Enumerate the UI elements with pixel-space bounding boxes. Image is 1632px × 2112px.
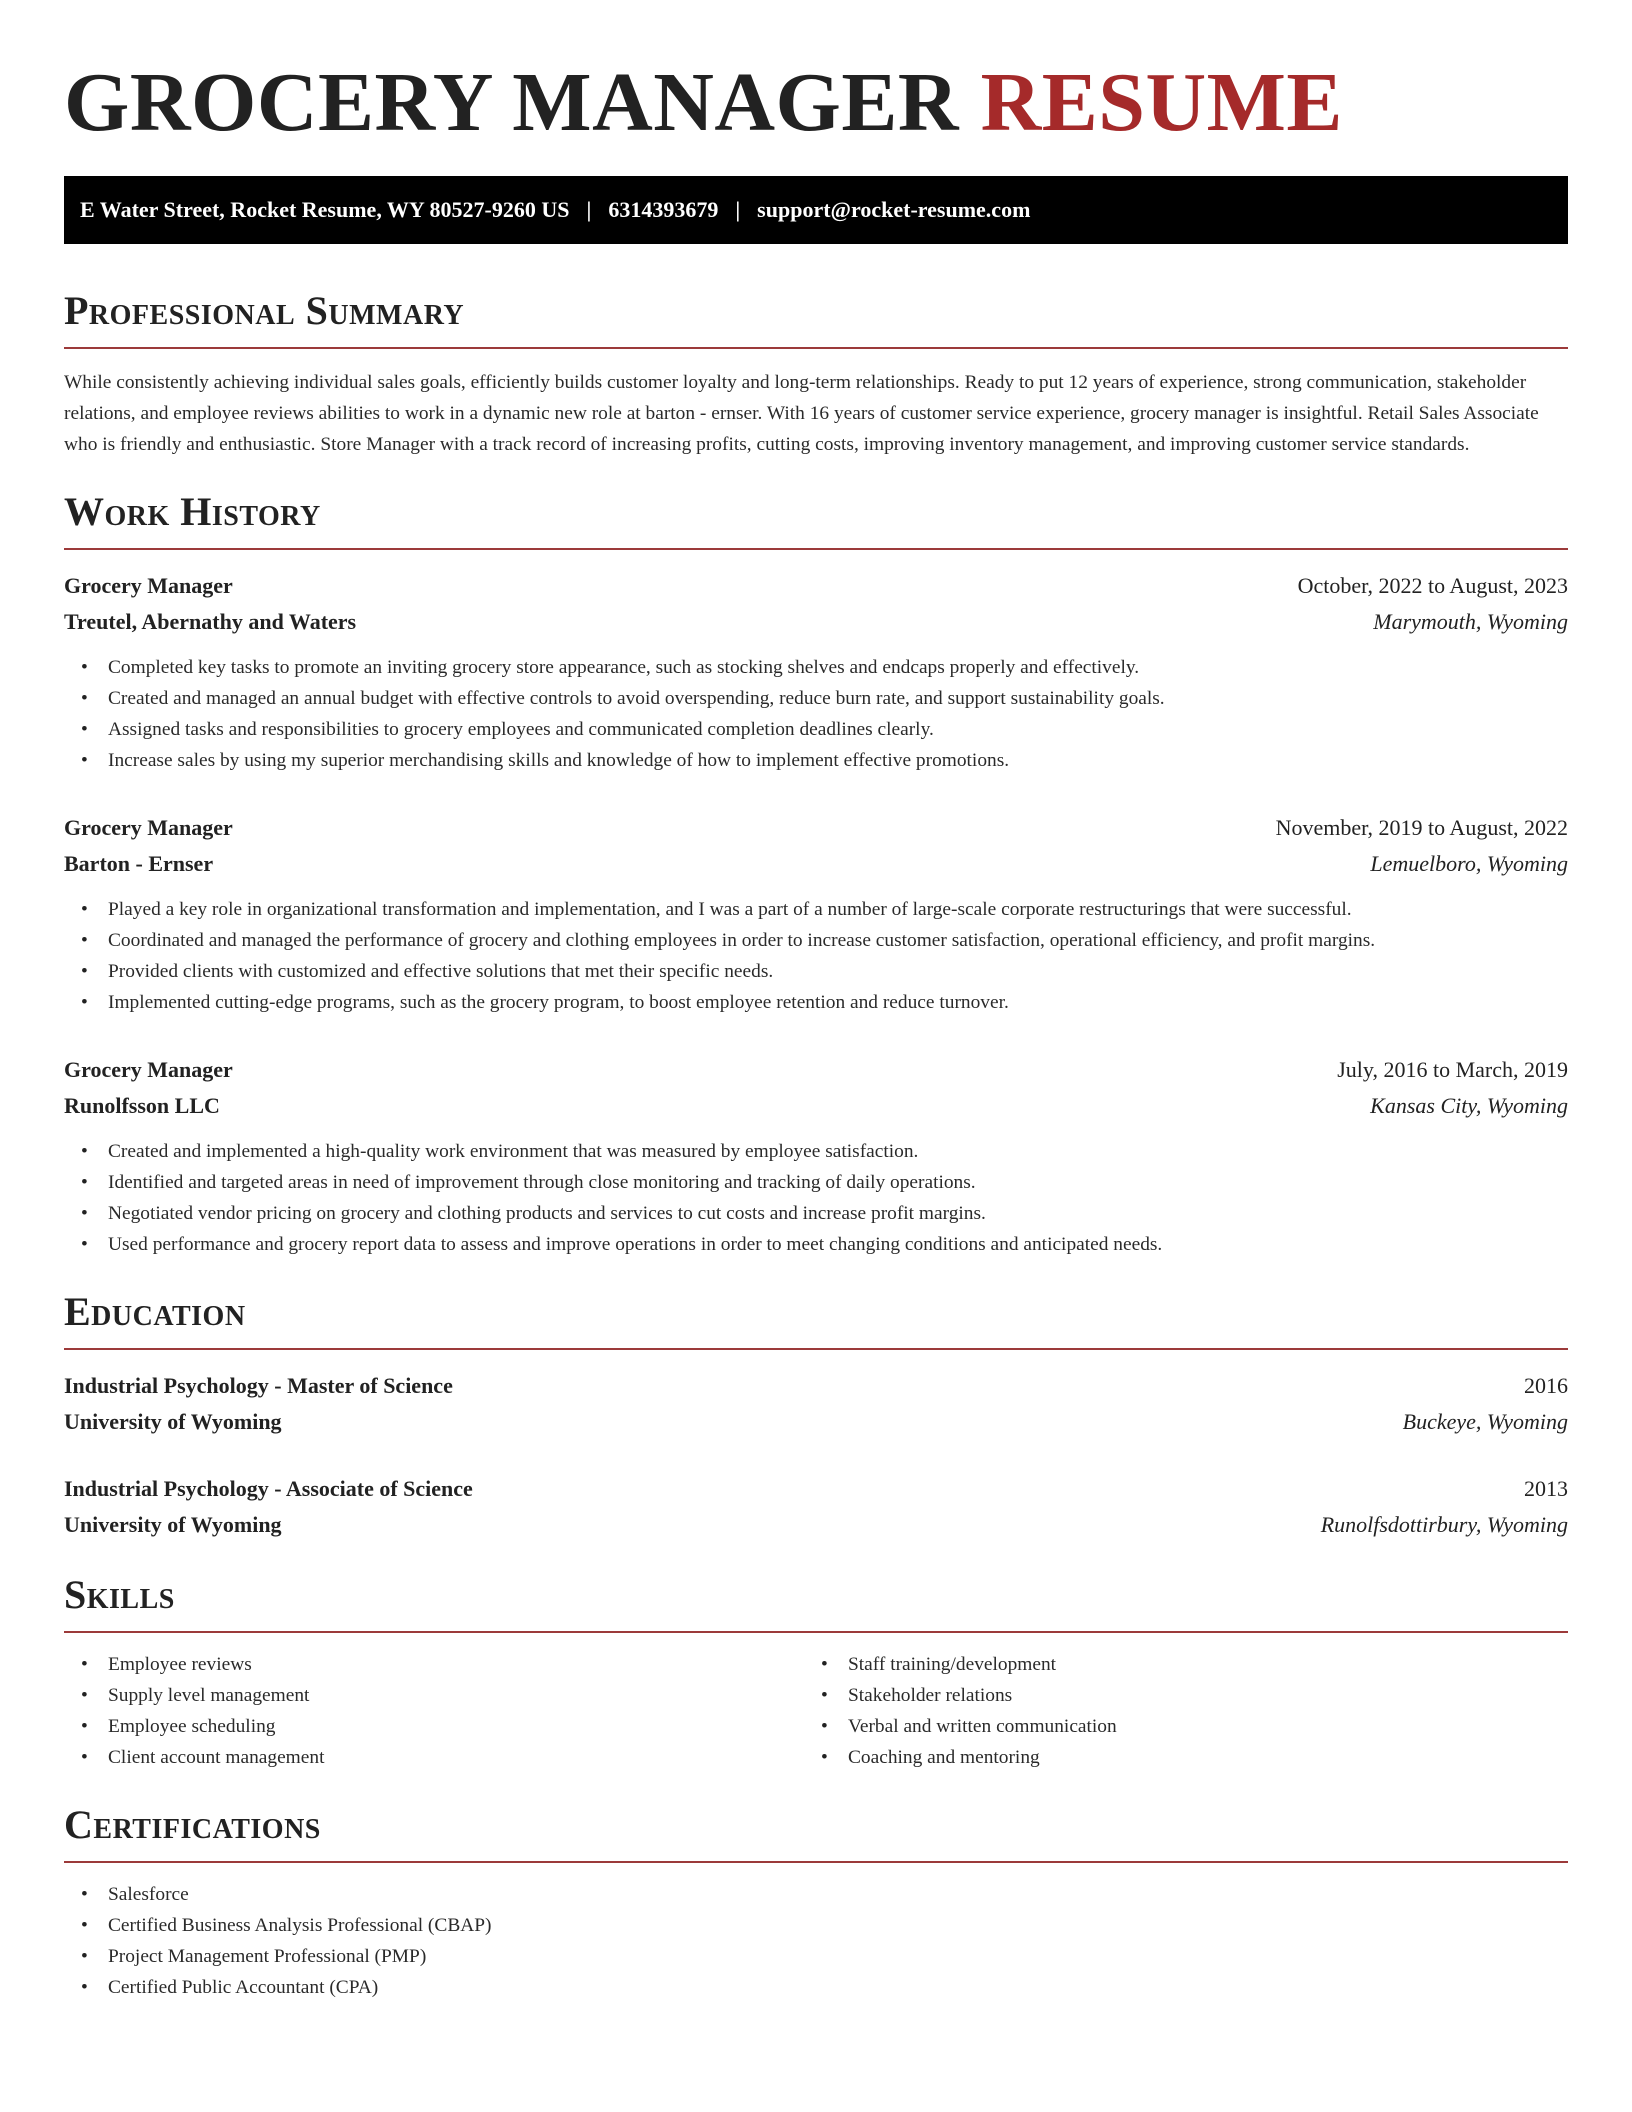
job-dates: October, 2022 to August, 2023: [1297, 573, 1568, 598]
education-entry: [64, 1471, 1568, 1543]
skills-grid: [64, 1649, 1568, 1773]
list-item: • Employee reviews: [64, 1649, 804, 1680]
section-heading-certifications: Certifications: [64, 1802, 321, 1847]
section-divider: [64, 1348, 1568, 1350]
list-item: • Staff training/development: [804, 1649, 1544, 1680]
job-entry: [64, 568, 1568, 776]
list-item: • Certified Public Accountant (CPA): [64, 1972, 1568, 2003]
list-item: • Stakeholder relations: [804, 1680, 1544, 1711]
job-company: Runolfsson LLC: [64, 1093, 220, 1118]
job-title: Grocery Manager: [64, 1057, 233, 1082]
list-item: • Certified Business Analysis Professional (CBAP): [64, 1910, 1568, 1941]
education-school: University of Wyoming: [64, 1512, 282, 1537]
job-company: Barton - Ernser: [64, 851, 214, 876]
certifications-list: [64, 1879, 1568, 2003]
education-location: Runolfsdottirbury, Wyoming: [1320, 1512, 1568, 1537]
resume-title: [64, 0, 1568, 150]
list-item: • Assigned tasks and responsibilities to grocery employees and communicated completion deadlines clearly.: [64, 714, 1568, 745]
section-heading-skills: Skills: [64, 1572, 175, 1617]
list-item: • Created and managed an annual budget with effective controls to avoid overspending, reduce burn rate, and support sustainability goals.: [64, 683, 1568, 714]
education-header: [64, 1471, 1568, 1507]
contact-phone: 6314393679: [608, 197, 719, 222]
job-bullets: [64, 894, 1568, 1018]
job-title: Grocery Manager: [64, 815, 233, 840]
list-item: • Client account management: [64, 1742, 804, 1773]
list-item: • Used performance and grocery report data to assess and improve operations in order to meet changing conditions and anticipated needs.: [64, 1229, 1568, 1260]
summary-text: While consistently achieving individual sales goals, efficiently builds customer loyalty and long-term relationships. Ready to put 12 years of experience, strong communication, stakeholder relations, and employee reviews abilities to work in a dynamic new role at barton - ernser. With 16 years of customer service experience, grocery manager is insightful. Retail Sales Associate who is friendly and enthusiastic. Store Manager with a track record of increasing profits, cutting costs, improving inventory management, and improving customer service standards.: [64, 372, 1539, 455]
skills-section: [64, 1571, 1568, 1773]
job-title: Grocery Manager: [64, 573, 233, 598]
contact-separator: |: [735, 197, 741, 222]
list-item: • Identified and targeted areas in need of improvement through close monitoring and tracking of daily operations.: [64, 1167, 1568, 1198]
list-item: • Verbal and written communication: [804, 1711, 1544, 1742]
education-school: University of Wyoming: [64, 1409, 282, 1434]
job-entry: [64, 1052, 1568, 1260]
list-item: • Completed key tasks to promote an inviting grocery store appearance, such as stocking shelves and endcaps properly and effectively.: [64, 652, 1568, 683]
list-item: • Salesforce: [64, 1879, 1568, 1910]
list-item: • Created and implemented a high-quality work environment that was measured by employee satisfaction.: [64, 1136, 1568, 1167]
section-heading-work-history: Work History: [64, 489, 321, 534]
education-year: 2013: [1524, 1476, 1568, 1501]
section-heading-education: Education: [64, 1289, 246, 1334]
education-header: [64, 1368, 1568, 1404]
title-accent: RESUME: [980, 56, 1343, 149]
job-company-row: [64, 1088, 1568, 1124]
job-entry: [64, 810, 1568, 1018]
job-header: [64, 1052, 1568, 1088]
contact-separator: |: [586, 197, 592, 222]
education-degree: Industrial Psychology - Master of Science: [64, 1373, 453, 1398]
education-degree: Industrial Psychology - Associate of Science: [64, 1476, 473, 1501]
job-dates: July, 2016 to March, 2019: [1337, 1057, 1568, 1082]
list-item: • Played a key role in organizational transformation and implementation, and I was a part of a number of large-scale corporate restructurings that were successful.: [64, 894, 1568, 925]
job-location: Lemuelboro, Wyoming: [1370, 851, 1568, 876]
list-item: • Negotiated vendor pricing on grocery and clothing products and services to cut costs and increase profit margins.: [64, 1198, 1568, 1229]
contact-address: E Water Street, Rocket Resume, WY 80527-9260 US: [80, 197, 570, 222]
contact-email: support@rocket-resume.com: [757, 197, 1031, 222]
list-item: • Employee scheduling: [64, 1711, 804, 1742]
job-company-row: [64, 604, 1568, 640]
section-divider: [64, 1631, 1568, 1633]
list-item: • Supply level management: [64, 1680, 804, 1711]
list-item: • Increase sales by using my superior merchandising skills and knowledge of how to implement effective promotions.: [64, 745, 1568, 776]
list-item: • Provided clients with customized and effective solutions that met their specific needs.: [64, 956, 1568, 987]
education-entry: [64, 1368, 1568, 1440]
job-bullets: [64, 1136, 1568, 1260]
education-school-row: [64, 1404, 1568, 1440]
job-company-row: [64, 846, 1568, 882]
section-divider: [64, 1861, 1568, 1863]
job-header: [64, 810, 1568, 846]
list-item: • Coordinated and managed the performance of grocery and clothing employees in order to increase customer satisfaction, operational efficiency, and profit margins.: [64, 925, 1568, 956]
job-location: Kansas City, Wyoming: [1370, 1093, 1568, 1118]
education-section: [64, 1288, 1568, 1543]
summary-section: [64, 287, 1568, 460]
education-school-row: [64, 1507, 1568, 1543]
certifications-section: [64, 1801, 1568, 2003]
job-dates: November, 2019 to August, 2022: [1275, 815, 1568, 840]
work-history-section: [64, 488, 1568, 1260]
list-item: • Coaching and mentoring: [804, 1742, 1544, 1773]
section-divider: [64, 548, 1568, 550]
skills-list-right: [804, 1649, 1544, 1773]
education-year: 2016: [1524, 1373, 1568, 1398]
list-item: • Implemented cutting-edge programs, such as the grocery program, to boost employee retention and reduce turnover.: [64, 987, 1568, 1018]
skills-list-left: [64, 1649, 804, 1773]
list-item: • Project Management Professional (PMP): [64, 1941, 1568, 1972]
section-heading-summary: Professional Summary: [64, 288, 465, 333]
job-header: [64, 568, 1568, 604]
education-location: Buckeye, Wyoming: [1402, 1409, 1568, 1434]
section-divider: [64, 347, 1568, 349]
job-company: Treutel, Abernathy and Waters: [64, 609, 357, 634]
title-main: GROCERY MANAGER: [64, 56, 960, 149]
contact-bar: [64, 176, 1568, 244]
job-bullets: [64, 652, 1568, 776]
job-location: Marymouth, Wyoming: [1373, 609, 1568, 634]
